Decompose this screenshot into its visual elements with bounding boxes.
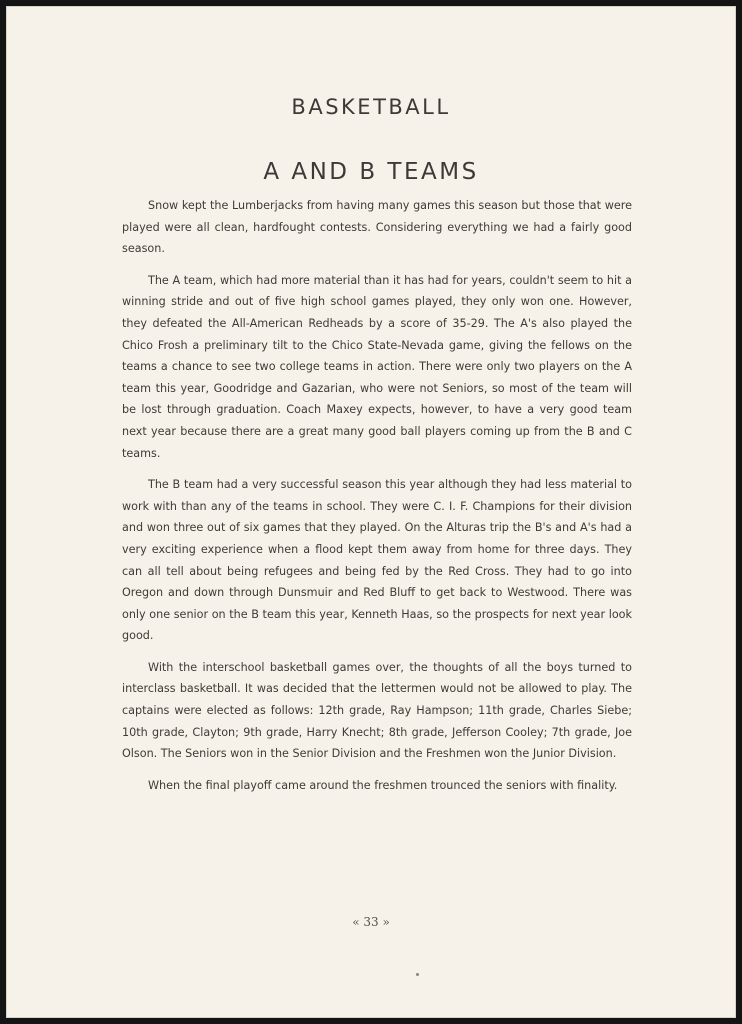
section-heading: A AND B TEAMS xyxy=(263,159,479,185)
paragraph-intro: Snow kept the Lumberjacks from having many games this season but those that were played were all clean, hardfought contests. Considering everything we had a fairly good season. xyxy=(122,199,632,256)
page-number: « 33 » xyxy=(352,915,390,929)
paragraph-final-playoff: When the final playoff came around the freshmen trounced the seniors with finality. xyxy=(148,778,618,792)
paper-speck xyxy=(416,973,419,976)
paragraph-b-team: The B team had a very successful season this year although they had less material to work with than any of the teams in school. They were C. I. F. Champions for their division and won three out of six games that they played. On the Alturas trip the B's and A's had a very exciting experience when a flood kept them away from home for three days. They can all tell about being refugees and being fed by the Red Cross. They had to go into Oregon and down through Dunsmuir and Red Bluff to get back to Westwood. There was only one senior on the B team this year, Kenneth Haas, so the prospects for next year look good. xyxy=(122,478,632,643)
paragraph-interclass: With the interschool basketball games over, the thoughts of all the boys turned to interclass basketball. It was decided that the lettermen would not be allowed to play. The captains were elected as follows: 12th grade, Ray Hampson; 11th grade, Charles Siebe; 10th grade, Clayton; 9th grade, Harry Knecht; 8th grade, Jefferson Cooley; 7th grade, Joe Olson. The Seniors won in the Senior Division and the Freshmen won the Junior Division. xyxy=(122,660,632,761)
yearbook-page xyxy=(6,6,736,1018)
page-title: BASKETBALL xyxy=(291,95,451,119)
article-body xyxy=(122,195,632,806)
paragraph-a-team: The A team, which had more material than it has had for years, couldn't seem to hit a winning stride and out of five high school games played, they only won one. However, they defeated the All-American Redheads by a score of 35-29. The A's also played the Chico Frosh a preliminary tilt to the Chico State-Nevada game, giving the fellows on the teams a chance to see two college teams in action. There were only two players on the A team this year, Goodridge and Gazarian, who were not Seniors, so most of the team will be lost through graduation. Coach Maxey expects, however, to have a very good team next year because there are a great many good ball players coming up from the B and C teams. xyxy=(122,273,632,460)
